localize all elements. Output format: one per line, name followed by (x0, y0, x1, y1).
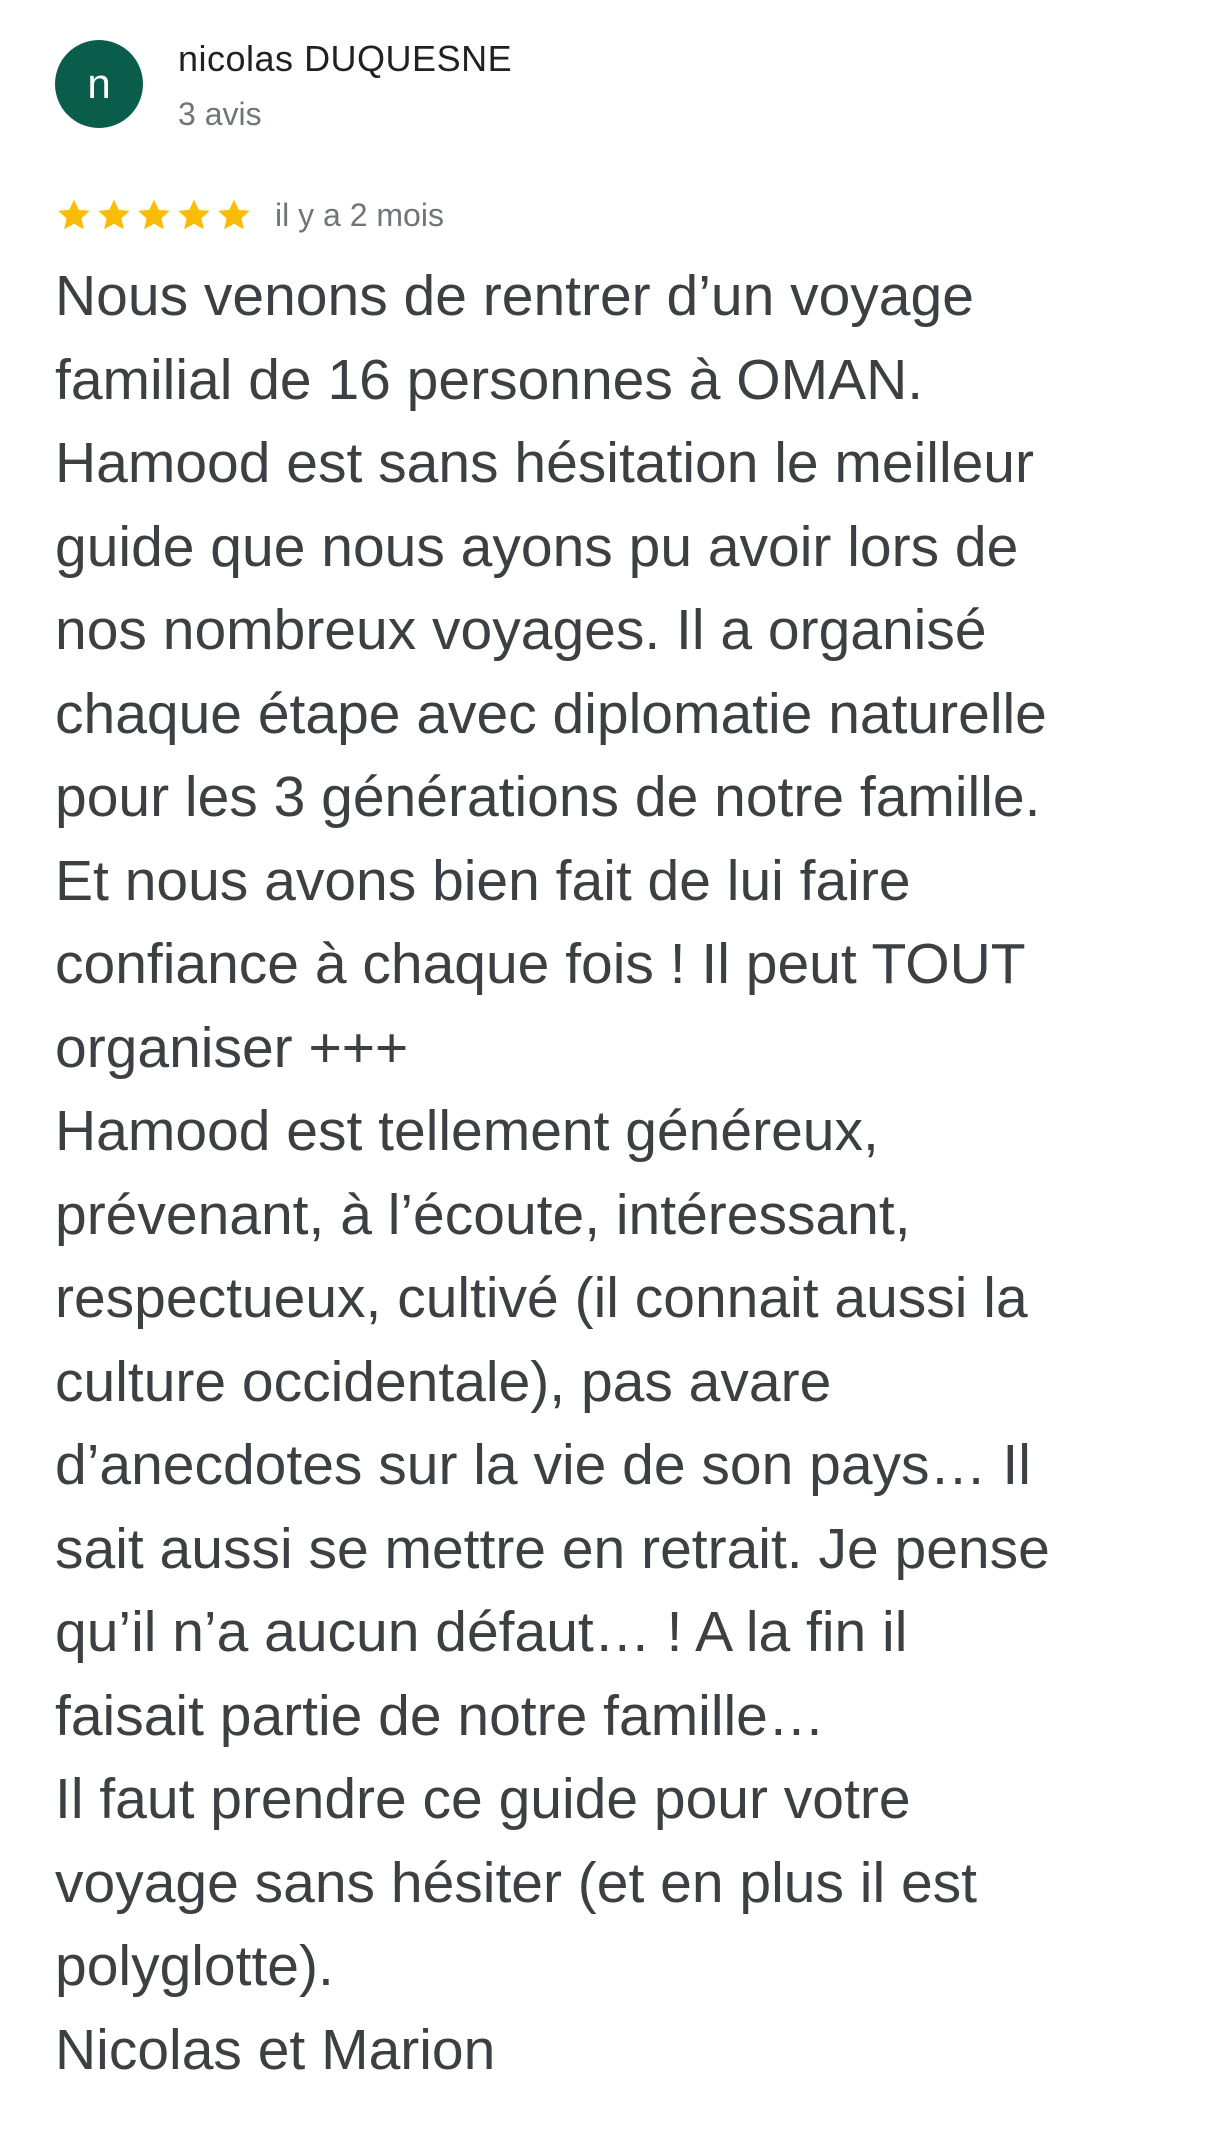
review-line: chaque étape avec diplomatie naturelle (55, 681, 1047, 746)
review-line: Nous venons de rentrer d’un voyage (55, 264, 974, 328)
review-line: familial de 16 personnes à OMAN. (55, 347, 924, 412)
review-line: voyage sans hésiter (et en plus il est (55, 1850, 977, 1915)
star-icon (95, 196, 133, 234)
review-line: Et nous avons bien fait de lui faire (55, 848, 911, 913)
star-icon (55, 196, 93, 234)
author-review-count: 3 avis (178, 96, 262, 132)
review-line: Il faut prendre ce guide pour votre (55, 1767, 911, 1831)
review-line: d’anecdotes sur la vie de son pays… Il (55, 1433, 1031, 1497)
review-line: organiser +++ (55, 1015, 409, 1080)
review-date: il y a 2 mois (275, 196, 444, 233)
review-line: prévenant, à l’écoute, intéressant, (55, 1182, 911, 1247)
review-line: guide que nous ayons pu avoir lors de (55, 514, 1019, 579)
review-line: Nicolas et Marion (55, 2017, 496, 2082)
review-line: culture occidentale), pas avare (55, 1349, 832, 1414)
star-icon (215, 196, 253, 234)
review-line: Hamood est sans hésitation le meilleur (55, 431, 1034, 495)
rating-row (55, 192, 444, 238)
star-rating (55, 196, 253, 234)
review-line: polyglotte). (55, 1934, 334, 1998)
star-icon (175, 196, 213, 234)
review-line: sait aussi se mettre en retrait. Je pense (55, 1516, 1050, 1581)
review-text (55, 255, 1185, 2092)
review-line: faisait partie de notre famille… (55, 1683, 825, 1748)
review-line: confiance à chaque fois ! Il peut TOUT (55, 932, 1026, 996)
avatar-initial: n (87, 60, 111, 107)
avatar[interactable] (55, 40, 143, 128)
review-line: pour les 3 générations de notre famille. (55, 765, 1041, 829)
review-line: respectueux, cultivé (il connait aussi la (55, 1266, 1028, 1330)
review-line: qu’il n’a aucun défaut… ! A la fin il (55, 1600, 908, 1664)
star-icon (135, 196, 173, 234)
review-line: nos nombreux voyages. Il a organisé (55, 598, 987, 662)
author-name[interactable]: nicolas DUQUESNE (178, 38, 513, 79)
review-line: Hamood est tellement généreux, (55, 1099, 879, 1163)
